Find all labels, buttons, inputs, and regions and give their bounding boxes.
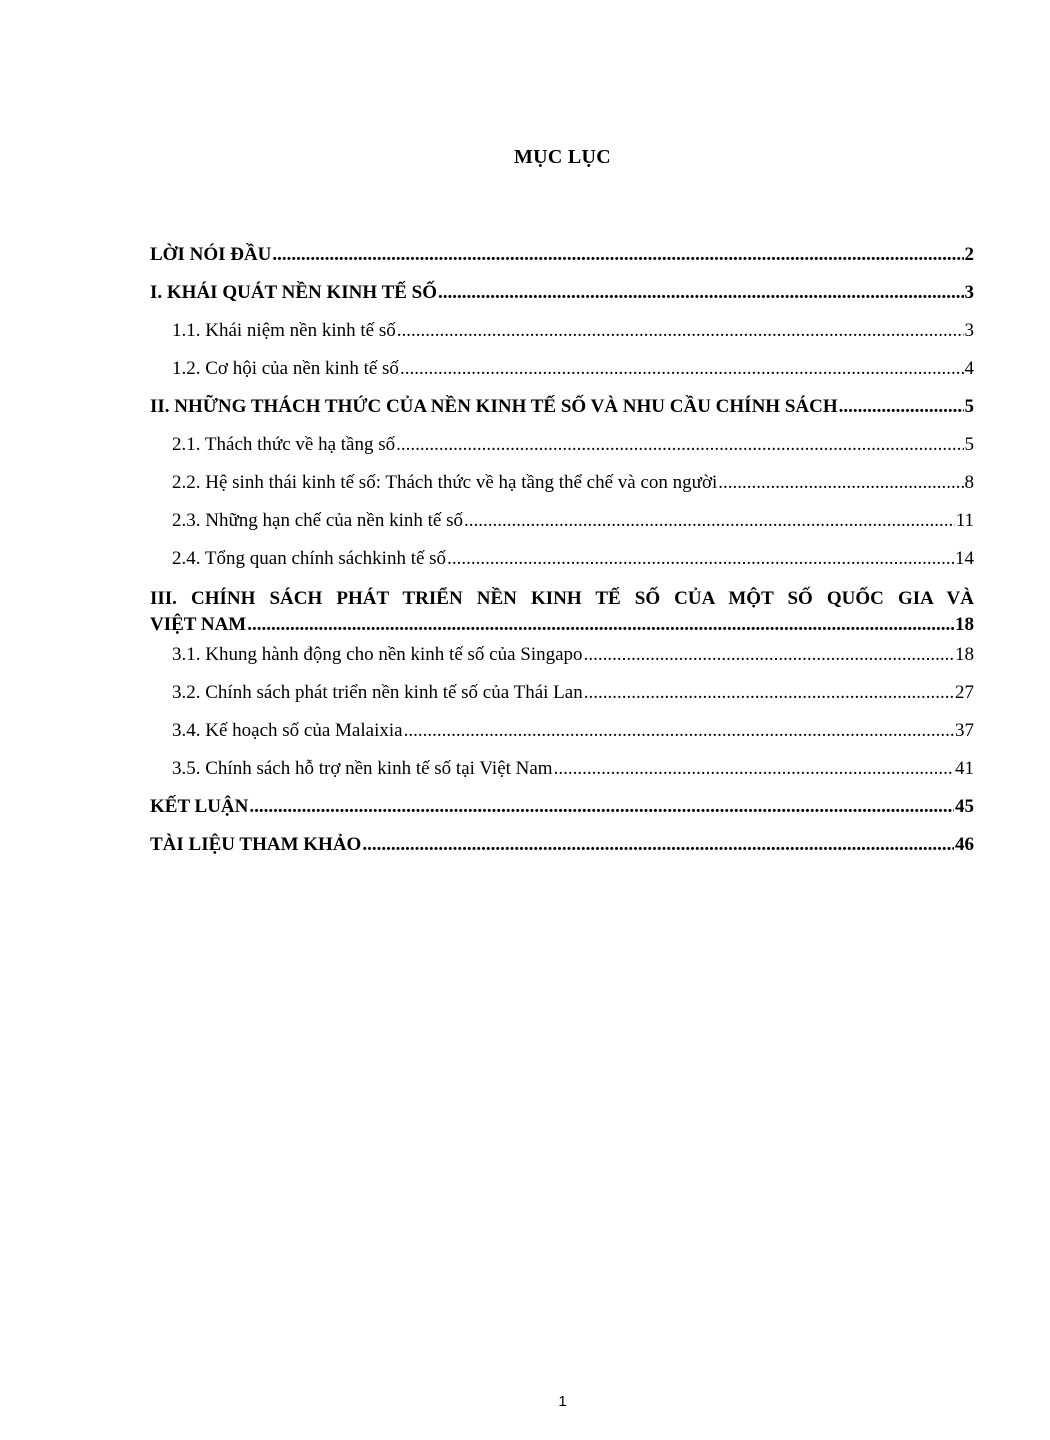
toc-entry-label: 2.1. Thách thức về hạ tầng số <box>172 434 396 455</box>
table-of-contents <box>150 238 974 866</box>
toc-entry-page: 45 <box>955 796 974 817</box>
toc-entry-page: 27 <box>955 682 974 703</box>
toc-entry-page: 4 <box>964 358 974 379</box>
toc-entry-page: 3 <box>964 320 974 341</box>
toc-leader-dots <box>447 548 954 570</box>
toc-entry-label: 2.4. Tổng quan chính sáchkinh tế số <box>172 548 447 569</box>
toc-entry-section-1[interactable] <box>150 276 974 314</box>
toc-entry-ket-luan[interactable] <box>150 790 974 828</box>
toc-leader-dots <box>249 796 954 818</box>
toc-leader-dots <box>839 396 964 418</box>
toc-entry-page: 5 <box>964 434 974 455</box>
toc-entry-label-line1: III. CHÍNH SÁCH PHÁT TRIỂN NỀN KINH TẾ SỐ CỦA MỘT SỐ QUỐC GIA VÀ <box>150 588 974 609</box>
toc-entry-section-3[interactable] <box>150 580 974 638</box>
toc-entry-page: 41 <box>955 758 974 779</box>
toc-entry-label: 3.4. Kế hoạch số của Malaixia <box>172 720 403 741</box>
toc-leader-dots <box>362 834 954 856</box>
toc-entry-label-line2: VIỆT NAM <box>150 614 247 635</box>
toc-entry-3-2[interactable] <box>150 676 974 714</box>
toc-entry-page: 2 <box>964 244 974 265</box>
toc-entry-page: 37 <box>955 720 974 741</box>
toc-entry-page: 3 <box>964 282 974 303</box>
toc-entry-page: 14 <box>955 548 974 569</box>
toc-entry-label: II. NHỮNG THÁCH THỨC CỦA NỀN KINH TẾ SỐ VÀ NHU CẦU CHÍNH SÁCH <box>150 396 838 417</box>
toc-leader-dots <box>438 282 963 304</box>
toc-entry-label: 1.1. Khái niệm nền kinh tế số <box>172 320 396 341</box>
toc-entry-page: 46 <box>955 834 974 855</box>
toc-entry-section-2[interactable] <box>150 390 974 428</box>
toc-leader-dots <box>396 434 963 456</box>
toc-entry-page: 5 <box>964 396 974 417</box>
toc-entry-label: I. KHÁI QUÁT NỀN KINH TẾ SỐ <box>150 282 438 303</box>
toc-entry-2-1[interactable] <box>150 428 974 466</box>
toc-leader-dots <box>584 682 954 704</box>
toc-leader-dots <box>554 758 954 780</box>
toc-entry-label: 3.1. Khung hành động cho nền kinh tế số của Singapo <box>172 644 583 665</box>
toc-entry-label: 2.2. Hệ sinh thái kinh tế số: Thách thức về hạ tầng thể chế và con người <box>172 472 718 493</box>
toc-entry-3-5[interactable] <box>150 752 974 790</box>
toc-entry-2-4[interactable] <box>150 542 974 580</box>
toc-entry-label: 1.2. Cơ hội của nền kinh tế số <box>172 358 399 379</box>
toc-leader-dots <box>272 244 963 266</box>
toc-entry-label: TÀI LIỆU THAM KHẢO <box>150 834 362 855</box>
toc-entry-page: 18 <box>955 614 974 635</box>
toc-entry-3-1[interactable] <box>150 638 974 676</box>
toc-entry-tai-lieu[interactable] <box>150 828 974 866</box>
toc-leader-dots <box>247 612 954 638</box>
toc-entry-3-4[interactable] <box>150 714 974 752</box>
toc-leader-dots <box>400 358 964 380</box>
toc-entry-label: LỜI NÓI ĐẦU <box>150 244 272 265</box>
toc-leader-dots <box>464 510 955 532</box>
toc-leader-dots <box>584 644 954 666</box>
toc-entry-label: KẾT LUẬN <box>150 796 249 817</box>
page-number: 1 <box>558 1393 567 1410</box>
toc-leader-dots <box>718 472 963 494</box>
toc-entry-loi-noi-dau[interactable] <box>150 238 974 276</box>
toc-entry-label: 3.5. Chính sách hỗ trợ nền kinh tế số tại Việt Nam <box>172 758 553 779</box>
toc-entry-page: 11 <box>955 510 974 531</box>
toc-title: MỤC LỤC <box>513 146 612 168</box>
toc-leader-dots <box>397 320 964 342</box>
toc-entry-line2 <box>150 612 974 638</box>
toc-leader-dots <box>404 720 954 742</box>
toc-entry-page: 8 <box>964 472 974 493</box>
toc-entry-1-2[interactable] <box>150 352 974 390</box>
toc-entry-2-2[interactable] <box>150 466 974 504</box>
toc-entry-label: 2.3. Những hạn chế của nền kinh tế số <box>172 510 464 531</box>
toc-entry-2-3[interactable] <box>150 504 974 542</box>
toc-entry-label: 3.2. Chính sách phát triển nền kinh tế số của Thái Lan <box>172 682 583 703</box>
toc-entry-1-1[interactable] <box>150 314 974 352</box>
toc-entry-page: 18 <box>955 644 974 665</box>
